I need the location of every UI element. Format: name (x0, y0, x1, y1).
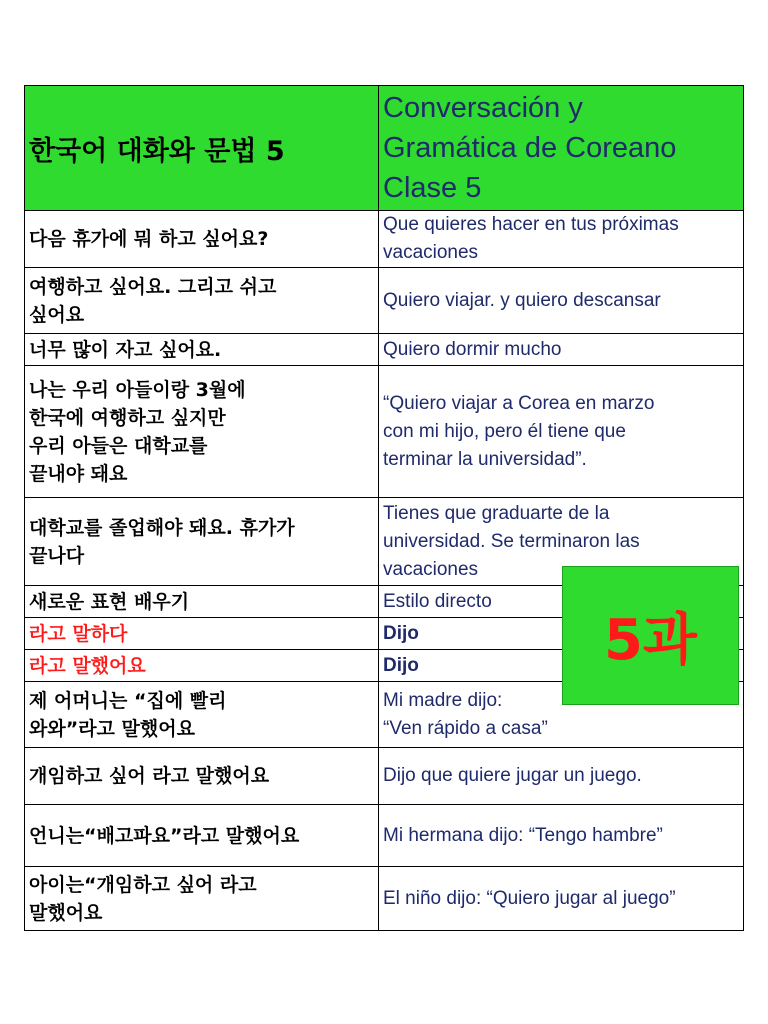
spanish-translation: Dijo que quiere jugar un juego. (383, 765, 642, 786)
header-korean: 한국어 대화와 문법 5 (29, 135, 285, 167)
korean-phrase: 언니는“배고파요”라고 말했어요 (29, 824, 300, 847)
header-row (25, 86, 744, 211)
spanish-translation: Mi madre dijo: “Ven rápido a casa” (383, 689, 548, 739)
korean-phrase: 다음 휴가에 뭐 하고 싶어요? (29, 228, 269, 250)
spanish-translation: “Quiero viajar a Corea en marzo con mi hijo, pero él tiene que terminar la universidad”. (383, 392, 655, 470)
table-row (25, 748, 744, 805)
header-spanish-cell (379, 86, 744, 211)
spanish-translation: El niño dijo: “Quiero jugar al juego” (383, 887, 676, 909)
table-row (25, 334, 744, 366)
spanish-translation: Estilo directo (383, 590, 492, 612)
header-korean-cell (25, 86, 379, 211)
korean-phrase: 라고 말했어요 (29, 654, 146, 677)
header-spanish: Conversación y Gramática de Coreano Clase 5 (383, 92, 677, 204)
lesson-badge-label: 5과 (603, 607, 698, 673)
spanish-translation: Dijo (383, 622, 419, 644)
table-row (25, 867, 744, 931)
vocabulary-table (24, 85, 744, 931)
korean-phrase: 라고 말하다 (29, 622, 128, 645)
table-row (25, 366, 744, 498)
korean-phrase: 여행하고 싶어요. 그리고 쉬고 싶어요 (29, 275, 277, 326)
spanish-translation: Quiero dormir mucho (383, 338, 562, 360)
lesson-badge (562, 566, 739, 705)
korean-phrase: 제 어머니는 “집에 빨리 와와”라고 말했어요 (29, 689, 227, 740)
table-row (25, 268, 744, 334)
korean-phrase: 새로운 표현 배우기 (29, 590, 190, 613)
korean-phrase: 너무 많이 자고 싶어요. (29, 338, 222, 361)
spanish-translation: Mi hermana dijo: “Tengo hambre” (383, 824, 663, 846)
korean-phrase: 아이는“개임하고 싶어 라고 말했어요 (29, 873, 257, 924)
korean-phrase: 나는 우리 아들이랑 3월에 한국에 여행하고 싶지만 우리 아들은 대학교를 끝내야 돼요 (29, 378, 246, 485)
spanish-translation: Que quieres hacer en tus próximas vacaciones (383, 214, 679, 263)
spanish-translation: Quiero viajar. y quiero descansar (383, 289, 661, 311)
korean-phrase: 대학교를 졸업해야 돼요. 휴가가 끝나다 (29, 516, 295, 567)
table-row (25, 805, 744, 867)
spanish-translation: Dijo (383, 654, 419, 676)
table-row (25, 211, 744, 268)
spanish-translation: Tienes que graduarte de la universidad. Se terminaron las vacaciones (383, 502, 640, 580)
korean-phrase: 개임하고 싶어 라고 말했어요 (29, 765, 270, 787)
